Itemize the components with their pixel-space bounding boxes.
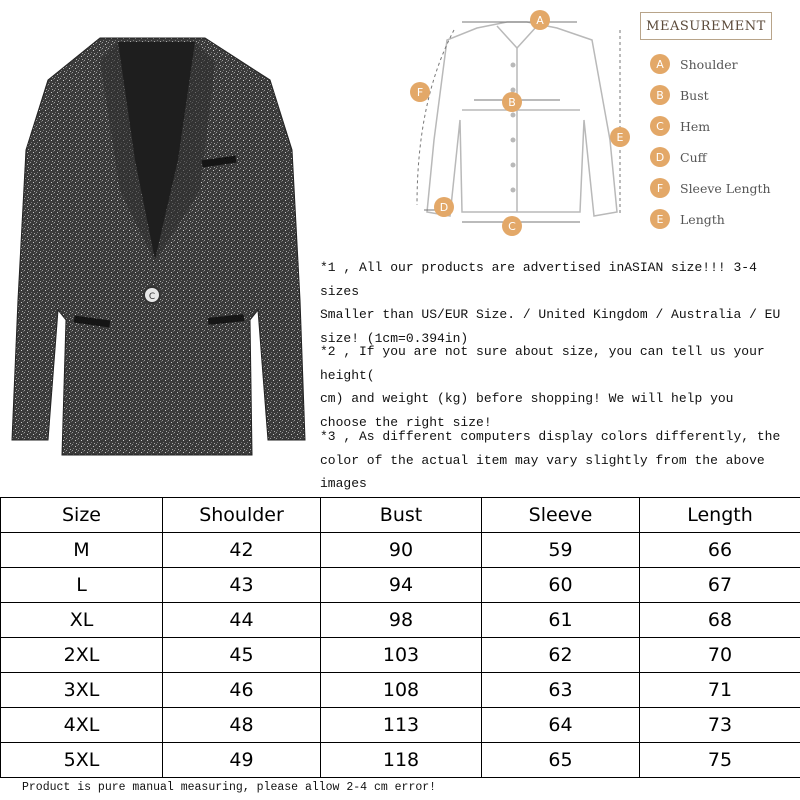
legend-badge-b: B [650, 85, 670, 105]
cell-bust: 98 [321, 603, 482, 638]
table-row [1, 708, 800, 743]
legend-item-hem [650, 115, 710, 137]
marker-a: A [536, 14, 544, 27]
cell-bust: 118 [321, 743, 482, 778]
legend-item-shoulder [650, 53, 738, 75]
note-2-line-1: *2 , If you are not sure about size, you can tell us your height( [320, 344, 765, 383]
cell-size: 5XL [1, 743, 163, 778]
cell-shoulder: 46 [163, 673, 321, 708]
legend-badge-f: F [650, 178, 670, 198]
table-row [1, 533, 800, 568]
marker-b: B [508, 96, 516, 109]
legend-item-length [650, 208, 725, 230]
footer-note: Product is pure manual measuring, please allow 2-4 cm error! [22, 781, 437, 794]
legend-badge-c: C [650, 116, 670, 136]
cell-shoulder: 42 [163, 533, 321, 568]
shirt-measurement-diagram [392, 0, 642, 238]
legend-badge-e: E [650, 209, 670, 229]
measurement-legend [640, 8, 800, 238]
note-3-line-2: color of the actual item may vary slightly from the above images [320, 452, 765, 491]
legend-label-bust: Bust [680, 87, 709, 103]
note-1 [320, 256, 800, 350]
cell-bust: 113 [321, 708, 482, 743]
note-3-line-1: *3 , As different computers display colors differently, the [320, 429, 781, 444]
cell-length: 73 [640, 708, 800, 743]
header-bust: Bust [321, 498, 482, 533]
cell-shoulder: 45 [163, 638, 321, 673]
blazer-product-image [0, 0, 315, 470]
cell-sleeve: 60 [482, 568, 640, 603]
note-2-line-2: cm) and weight (kg) before shopping! We will help you [320, 391, 734, 406]
cell-shoulder: 48 [163, 708, 321, 743]
cell-size: 3XL [1, 673, 163, 708]
table-row [1, 603, 800, 638]
header-length: Length [640, 498, 800, 533]
note-2-line-3: choose the right size! [320, 414, 492, 430]
cell-shoulder: 43 [163, 568, 321, 603]
table-header-row [1, 498, 800, 533]
note-1-line-1: *1 , All our products are advertised inASIAN size!!! 3-4 sizes [320, 260, 757, 299]
cell-length: 70 [640, 638, 800, 673]
cell-length: 68 [640, 603, 800, 638]
cell-sleeve: 65 [482, 743, 640, 778]
cell-sleeve: 61 [482, 603, 640, 638]
marker-c: C [508, 220, 516, 233]
table-row [1, 673, 800, 708]
legend-label-length: Length [680, 211, 725, 227]
shirt-collar [497, 26, 537, 48]
cell-sleeve: 63 [482, 673, 640, 708]
cell-bust: 108 [321, 673, 482, 708]
table-row [1, 743, 800, 778]
legend-label-hem: Hem [680, 118, 711, 134]
cell-length: 71 [640, 673, 800, 708]
note-1-line-3: size! (1cm=0.394in) [320, 330, 469, 346]
note-2 [320, 340, 800, 434]
measure-line-f [417, 30, 454, 205]
header-size: Size [1, 498, 163, 533]
size-chart-table [0, 497, 800, 778]
table-row [1, 568, 800, 603]
marker-f: F [416, 86, 424, 99]
marker-d: D [439, 201, 449, 214]
table-row [1, 638, 800, 673]
legend-label-sleeve-length: Sleeve Length [680, 180, 771, 196]
cell-length: 75 [640, 743, 800, 778]
cell-size: XL [1, 603, 163, 638]
cell-bust: 94 [321, 568, 482, 603]
legend-label-cuff: Cuff [680, 149, 707, 165]
legend-item-bust [650, 84, 709, 106]
cell-sleeve: 59 [482, 533, 640, 568]
legend-label-shoulder: Shoulder [680, 56, 738, 72]
legend-item-cuff [650, 146, 707, 168]
cell-size: 2XL [1, 638, 163, 673]
cell-sleeve: 62 [482, 638, 640, 673]
cell-bust: 90 [321, 533, 482, 568]
shirt-outline [427, 22, 617, 216]
cell-length: 67 [640, 568, 800, 603]
cell-shoulder: 44 [163, 603, 321, 638]
blazer-button-mark: C [148, 292, 156, 302]
marker-e: E [616, 131, 624, 144]
note-1-line-2: Smaller than US/EUR Size. / United Kingdom / Australia / EU [320, 307, 781, 322]
cell-size: 4XL [1, 708, 163, 743]
legend-badge-a: A [650, 54, 670, 74]
legend-title: MEASUREMENT [640, 12, 772, 40]
cell-bust: 103 [321, 638, 482, 673]
legend-item-sleeve-length [650, 177, 771, 199]
header-shoulder: Shoulder [163, 498, 321, 533]
cell-sleeve: 64 [482, 708, 640, 743]
cell-size: M [1, 533, 163, 568]
legend-badge-d: D [650, 147, 670, 167]
cell-length: 66 [640, 533, 800, 568]
cell-size: L [1, 568, 163, 603]
header-sleeve: Sleeve [482, 498, 640, 533]
cell-shoulder: 49 [163, 743, 321, 778]
note-3 [320, 425, 800, 496]
